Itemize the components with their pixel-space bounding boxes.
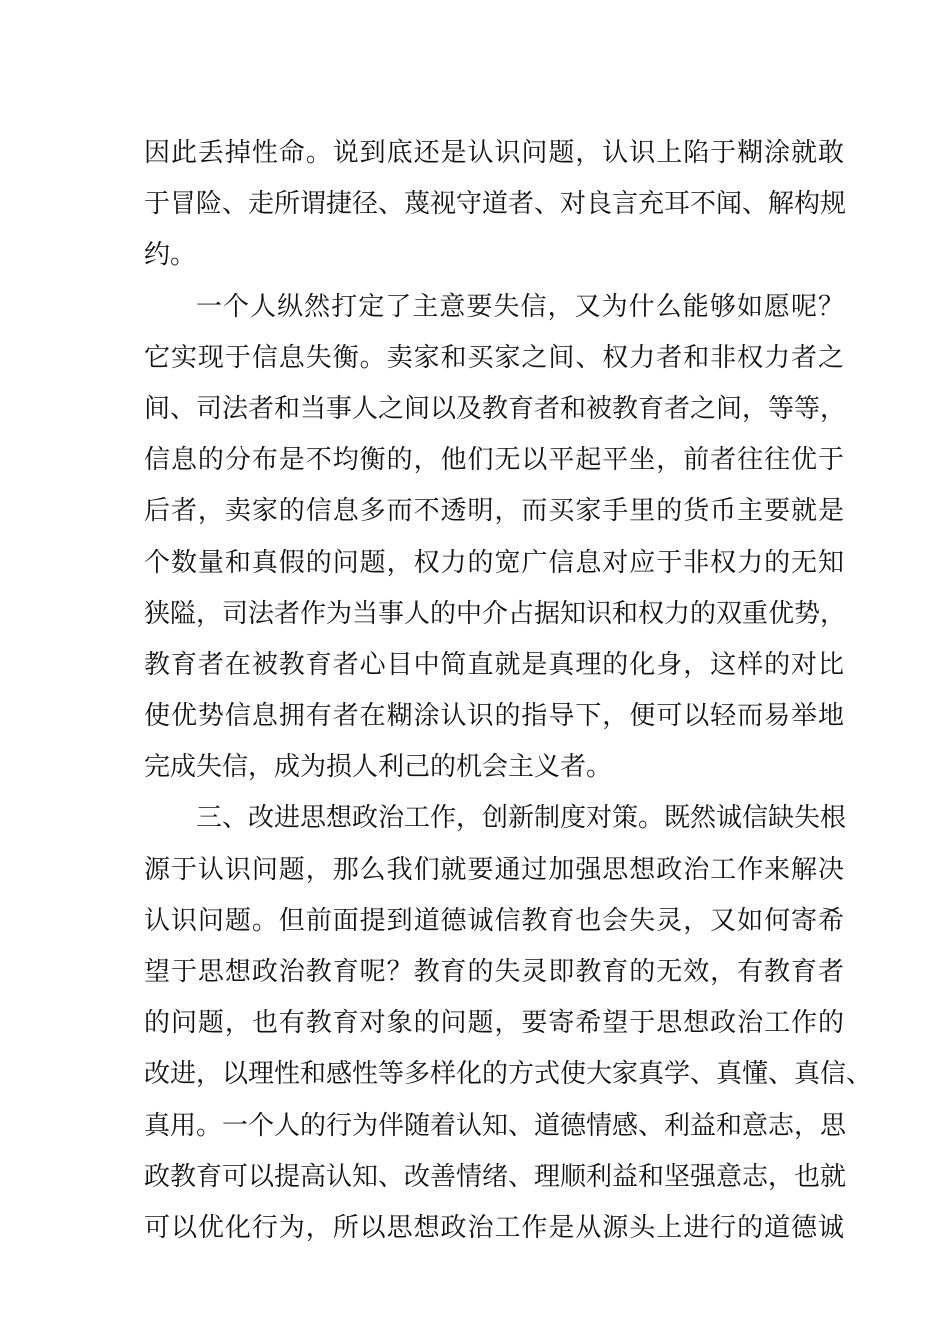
text-line: 教育者在被教育者心目中简直就是真理的化身，这样的对比 xyxy=(144,649,844,680)
text-line: 改进，以理性和感性等多样化的方式使大家真学、真懂、真信、 xyxy=(144,1059,873,1090)
text-line: 狭隘，司法者作为当事人的中介占据知识和权力的双重优势， xyxy=(144,598,847,629)
text-line: 一个人纵然打定了主意要失信，又为什么能够如愿呢？ xyxy=(196,291,844,322)
paragraph-2 xyxy=(144,282,847,794)
paragraph-1 xyxy=(144,128,847,282)
text-line: 的问题，也有教育对象的问题，要寄希望于思想政治工作的 xyxy=(144,1008,844,1039)
text-line: 个数量和真假的问题，权力的宽广信息对应于非权力的无知 xyxy=(144,547,844,578)
text-line: 望于思想政治教育呢？教育的失灵即教育的无效，有教育者 xyxy=(144,957,844,987)
text-line: 于冒险、走所谓捷径、蔑视守道者、对良言充耳不闻、解构规 xyxy=(144,189,847,220)
text-line: 信息的分布是不均衡的，他们无以平起平坐，前者往往优于 xyxy=(144,445,844,476)
body-text xyxy=(144,128,873,1254)
text-line: 认识问题。但前面提到道德诚信教育也会失灵，又如何寄希 xyxy=(144,905,844,936)
text-line: 完成失信，成为损人利己的机会主义者。 xyxy=(144,752,613,783)
text-line: 使优势信息拥有者在糊涂认识的指导下，便可以轻而易举地 xyxy=(144,701,844,732)
text-line: 间、司法者和当事人之间以及教育者和被教育者之间，等等， xyxy=(144,393,847,424)
text-line: 政教育可以提高认知、改善情绪、理顺利益和坚强意志，也就 xyxy=(144,1161,847,1192)
text-line: 它实现于信息失衡。卖家和买家之间、权力者和非权力者之 xyxy=(144,342,844,373)
text-line: 因此丢掉性命。说到底还是认识问题，认识上陷于糊涂就敢 xyxy=(144,138,844,168)
text-line: 源于认识问题，那么我们就要通过加强思想政治工作来解决 xyxy=(144,854,844,885)
text-line: 约。 xyxy=(144,240,197,271)
text-line: 可以优化行为，所以思想政治工作是从源头上进行的道德诚 xyxy=(144,1212,844,1243)
text-line: 真用。一个人的行为伴随着认知、道德情感、利益和意志，思 xyxy=(144,1110,847,1141)
paragraph-3 xyxy=(144,793,873,1254)
text-line: 后者，卖家的信息多而不透明，而买家手里的货币主要就是 xyxy=(144,496,844,527)
text-line: 三、改进思想政治工作，创新制度对策。既然诚信缺失根 xyxy=(196,803,847,834)
